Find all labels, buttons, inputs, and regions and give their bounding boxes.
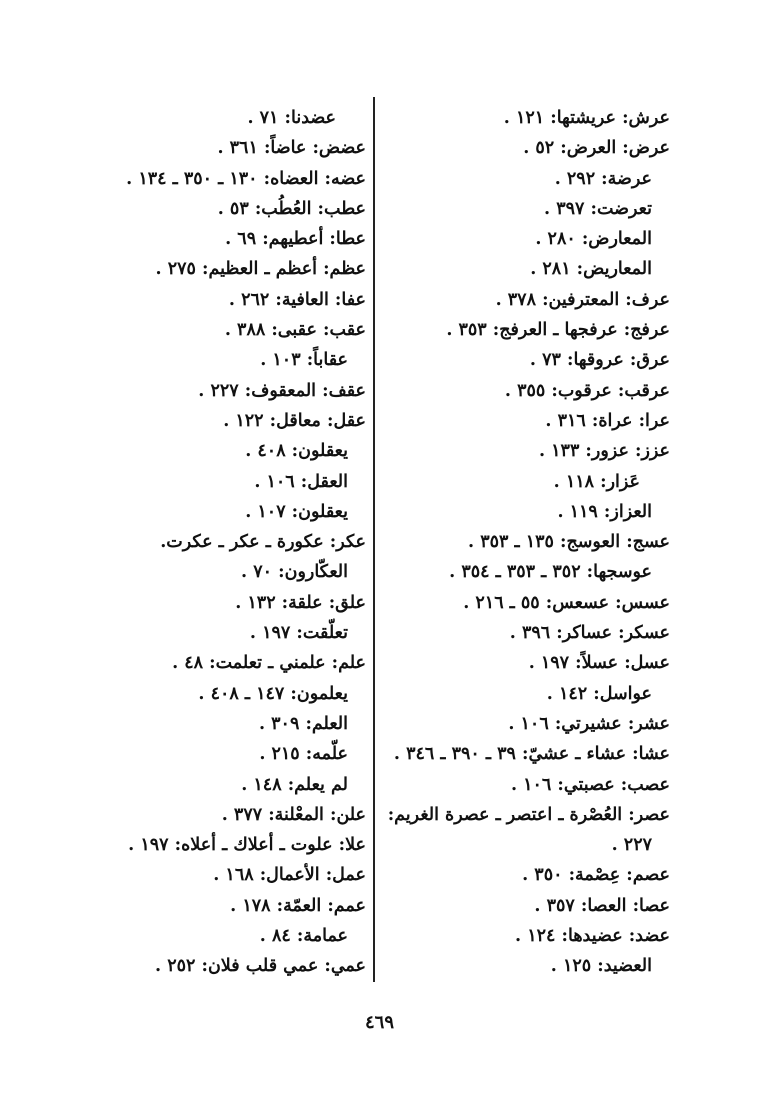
index-entry: العلم: ٣٠٩ . — [258, 713, 348, 734]
index-entry: عَزار: ١١٨ . — [553, 471, 640, 492]
index-entry: عوسجها: ٣٥٢ ـ ٣٥٣ ـ ٣٥٤ . — [449, 562, 652, 583]
index-entry: علن: المعْلنة: ٣٧٧ . — [221, 804, 366, 825]
index-entry: العزاز: ١١٩ . — [557, 501, 652, 522]
index-entry: يعلمون: ١٤٧ ـ ٤٠٨ . — [198, 683, 348, 704]
column-divider — [373, 97, 375, 982]
index-entry: ٢٢٧ . — [611, 835, 652, 856]
index-entry: عمم: العمّة: ١٧٨ . — [230, 895, 366, 916]
index-entry: عسل: عسلاً: ١٩٧ . — [528, 653, 670, 674]
index-entry: عسكر: عساكر: ٣٩٦ . — [509, 623, 670, 644]
index-entry: عزز: عزور: ١٣٣ . — [538, 441, 670, 462]
index-entry: عصب: عصبتي: ١٠٦ . — [510, 774, 670, 795]
index-entry: عظم: أعظم ـ العظيم: ٢٧٥ . — [155, 259, 366, 280]
index-entry: عقاباً: ١٠٣ . — [260, 350, 348, 371]
index-entry: عضه: العضاه: ١٣٠ ـ ٣٥٠ ـ ١٣٤ . — [126, 168, 366, 189]
index-column-right — [370, 103, 670, 982]
index-entry: عطا: أعطيهم: ٦٩ . — [225, 229, 366, 250]
index-entry: عرش: عريشتها: ١٢١ . — [503, 108, 670, 128]
index-entry: عضدنا: ٧١ . — [247, 108, 336, 128]
index-entry: عقف: المعقوف: ٢٢٧ . — [198, 380, 366, 401]
page-number: ٤٦٩ — [364, 1012, 394, 1033]
index-entry: عرض: العرض: ٥٢ . — [523, 138, 670, 159]
index-entry: عصا: العصا: ٣٥٧ . — [534, 895, 670, 916]
index-entry: عكر: عكورة ـ عكر ـ عكرت. — [160, 532, 366, 553]
index-entry: عصم: عِصْمة: ٣٥٠ . — [522, 865, 670, 886]
index-entry: يعقلون: ١٠٧ . — [245, 501, 348, 522]
index-entry: علق: علقة: ١٣٢ . — [235, 592, 366, 613]
index-entry: المعاريض: ٢٨١ . — [530, 259, 652, 280]
index-entry: عرف: المعترفين: ٣٧٨ . — [495, 289, 670, 310]
index-entry: علّمه: ٢١٥ . — [259, 744, 348, 765]
index-entry: عرفج: عرفجها ـ العرفج: ٣٥٣ . — [446, 320, 670, 341]
index-entry: عرا: عراة: ٣١٦ . — [545, 410, 670, 431]
index-entry: عمامة: ٨٤ . — [259, 926, 348, 947]
index-entry: عفا: العافية: ٢٦٢ . — [228, 289, 366, 310]
index-entry: العقل: ١٠٦ . — [254, 471, 348, 492]
index-column-left — [66, 103, 366, 982]
index-entry: عسس: عسعس: ٥٥ ـ ٢١٦ . — [463, 592, 670, 613]
index-entry: العضيد: ١٢٥ . — [550, 956, 652, 977]
index-entry: عرضة: ٢٩٢ . — [554, 168, 652, 189]
index-entry: عضض: عاضاً: ٣٦١ . — [217, 138, 366, 159]
index-entry: عضد: عضيدها: ١٢٤ . — [515, 926, 670, 947]
index-entry: علا: علوت ـ أعلاك ـ أعلاه: ١٩٧ . — [128, 835, 366, 856]
index-entry: عرقب: عرقوب: ٣٥٥ . — [504, 380, 670, 401]
index-entry: عصر: العُصْرة ـ اعتصر ـ عصرة الغريم: — [387, 804, 670, 825]
index-entry: العكّارون: ٧٠ . — [241, 562, 348, 583]
index-entry: عطب: العُطُب: ٥٣ . — [217, 198, 366, 219]
index-entry: عمي: عمي قلب فلان: ٢٥٢ . — [155, 956, 366, 977]
index-entry: عواسل: ١٤٢ . — [546, 683, 652, 704]
index-entry: عشا: عشاء ـ عشيّ: ٣٩ ـ ٣٩٠ ـ ٣٤٦ . — [393, 744, 670, 765]
index-entry: تعلّقت: ١٩٧ . — [249, 623, 348, 644]
index-entry: عقل: معاقل: ١٢٢ . — [223, 410, 366, 431]
index-entry: يعقلون: ٤٠٨ . — [245, 441, 348, 462]
index-entry: عرق: عروقها: ٧٣ . — [529, 350, 670, 371]
index-entry: عقب: عقبى: ٣٨٨ . — [224, 320, 366, 341]
index-entry: عسج: العوسج: ١٣٥ ـ ٣٥٣ . — [468, 532, 670, 553]
index-entry: عشر: عشيرتي: ١٠٦ . — [508, 713, 670, 734]
index-entry: عمل: الأعمال: ١٦٨ . — [213, 865, 366, 886]
index-entry: المعارض: ٢٨٠ . — [535, 229, 652, 250]
index-entry: لم يعلم: ١٤٨ . — [241, 774, 348, 795]
index-entry: تعرضت: ٣٩٧ . — [544, 198, 652, 219]
index-entry: علم: علمني ـ تعلمت: ٤٨ . — [172, 653, 366, 674]
